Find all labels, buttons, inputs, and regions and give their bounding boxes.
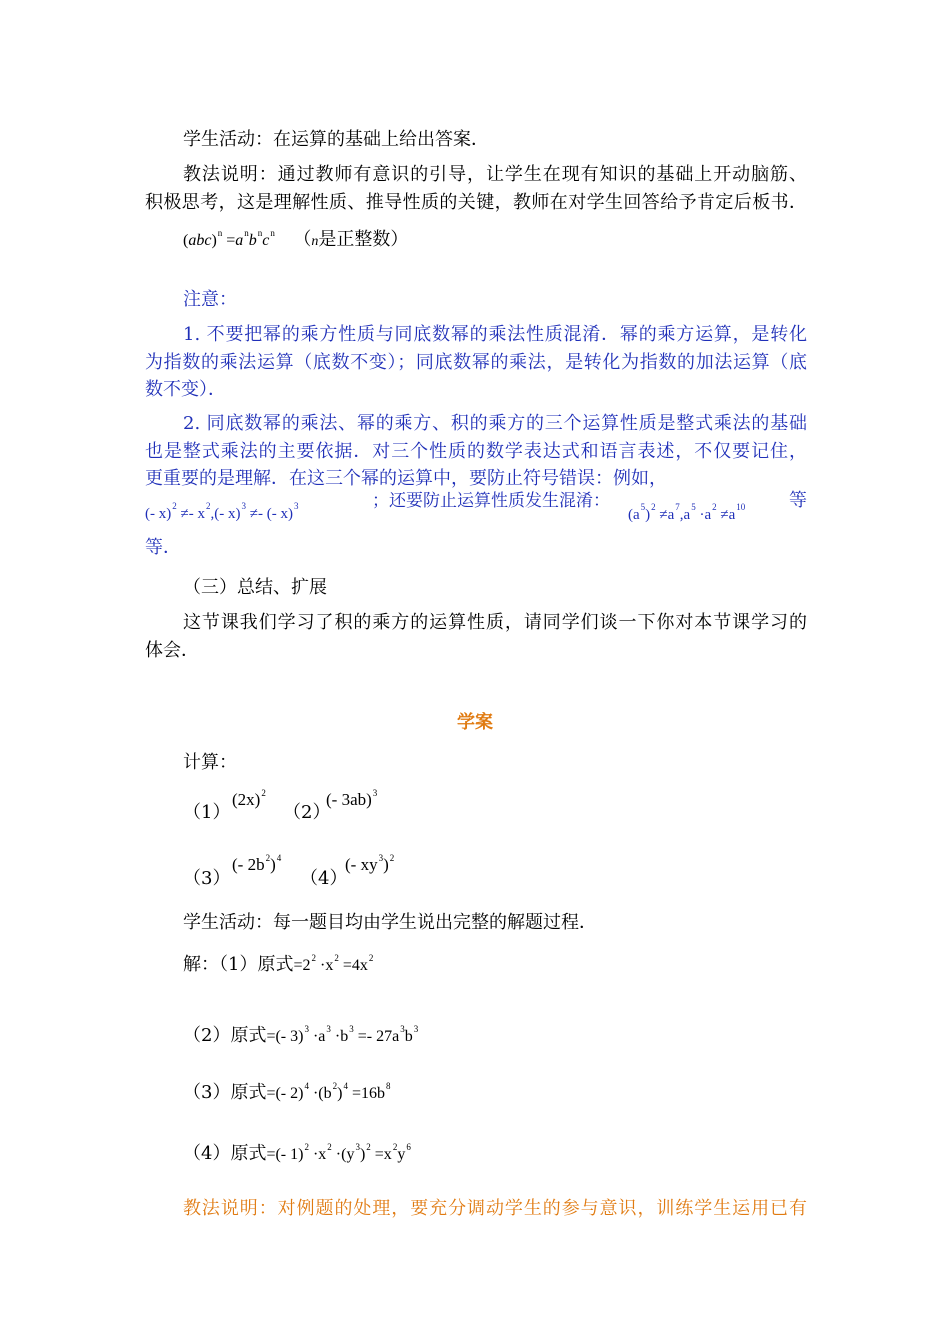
problem-3-expression: (- $2b^2)^4$ (232, 853, 282, 874)
solution-4: （4）原式=(- $1)^2 \cdot x^2 \cdot(y^3)^2 =x^2y^6$ (183, 1142, 411, 1164)
attention-p1-line-1: 1. 不要把幂的乘方性质与同底数幂的乘法性质混淆．幂的乘方运算，是转化 (183, 324, 807, 345)
attention-p2-line-1: 2. 同底数幂的乘法、幂的乘方、积的乘方的三个运算性质是整式乘法的基础 (183, 413, 807, 434)
solution-3: （3）原式=(- $2)^4 \cdot(b^2)^4 =16b^8$ (183, 1081, 391, 1103)
sign-error-examples: (- $x)^2 \ne- x^2,(-$ x)$^3$ ≠- (- x)$^3$ (145, 501, 299, 522)
problem-1-label: （1） (183, 802, 231, 823)
solution-1: 解：（1）原式$=2^2 \cdot x^2 =4x^2$ (183, 953, 374, 975)
student-activity-2: 学生活动：每一题目均由学生说出完整的解题过程． (183, 912, 597, 933)
problem-4-label: （4） (300, 868, 348, 889)
summary-line-2: 体会． (145, 640, 199, 661)
problem-2-expression: (- 3ab)$^3$ (326, 788, 378, 809)
attention-p1-line-2: 为指数的乘法运算（底数不变）；同底数幂的乘法，是转化为指数的加法运算（底 (145, 352, 807, 373)
problem-2-label: （2） (283, 802, 331, 823)
student-activity-1: 学生活动：在运算的基础上给出答案． (183, 129, 489, 150)
calc-heading: 计算： (183, 752, 237, 773)
confusion-warning: ；还要防止运算性质发生混淆： (372, 491, 610, 511)
product-power-formula: $(abc)^n =a^nb^nc^n$ （n是正整数） (183, 228, 409, 249)
etc-text-1: 等 (789, 490, 807, 511)
attention-p2-line-3: 更重要的是理解．在这三个幂的运算中，要防止符号错误：例如， (145, 468, 667, 489)
attention-p2-line-2: 也是整式乘法的主要依据．对三个性质的数学表达式和语言表述，不仅要记住， (145, 441, 807, 462)
teaching-note-line-1: 教法说明：通过教师有意识的引导，让学生在现有知识的基础上开动脑筋、 (183, 164, 807, 185)
section-title-xuean: 学案 (457, 712, 493, 733)
problem-3-label: （3） (183, 868, 231, 889)
attention-heading: 注意： (183, 289, 237, 310)
formula-base: abc (188, 232, 212, 249)
solution-2: （2）原式=(- $3)^3 \cdot a^3 \cdot b^3 =- 27a^3b^3$ (183, 1024, 419, 1046)
summary-line-1: 这节课我们学习了积的乘方的运算性质，请同学们谈一下你对本节课学习的 (183, 612, 807, 633)
teaching-note-final: 教法说明：对例题的处理，要充分调动学生的参与意识，训练学生运用已有 (183, 1198, 807, 1219)
rule-confusion-examples: $(a^5)^2 \ne a^7,a^5 \cdot a^2 \ne a^{10}$ (628, 502, 746, 523)
problem-1-expression: $(2x)^2$ (232, 788, 266, 809)
etc-text-2: 等． (145, 537, 181, 558)
teaching-note-line-2: 积极思考，这是理解性质、推导性质的关键，教师在对学生回答给予肯定后板书． (145, 192, 807, 213)
problem-4-expression: (- $xy^3)^2$ (345, 853, 395, 874)
summary-heading: （三）总结、扩展 (183, 577, 327, 598)
attention-p1-line-3: 数不变）． (145, 379, 226, 400)
